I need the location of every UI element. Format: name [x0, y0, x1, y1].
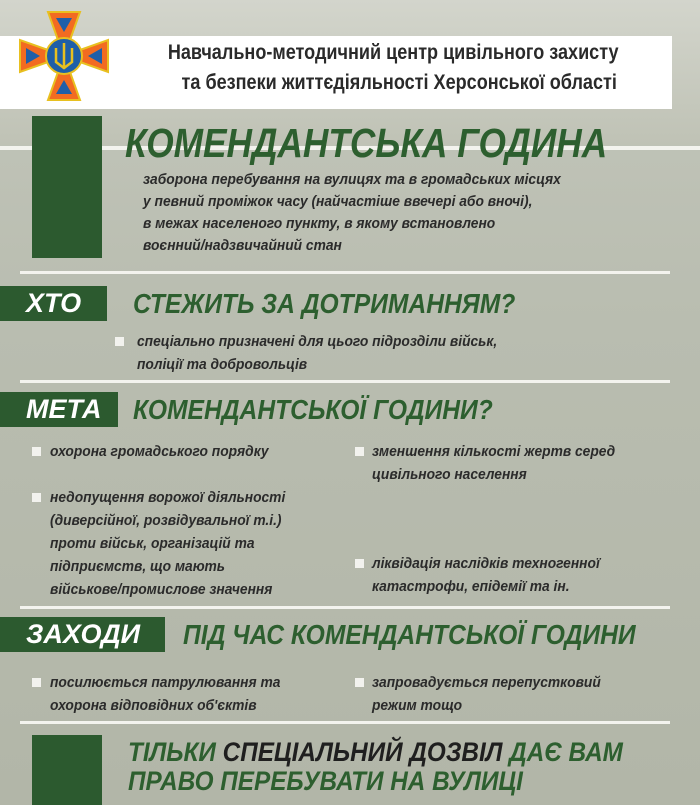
list-item-line: поліції та добровольців [137, 356, 308, 373]
list-item-line: ліквідація наслідків техногенної [372, 555, 600, 572]
final-line-1 [128, 738, 623, 767]
list-item [372, 552, 600, 598]
list-item [50, 671, 280, 717]
divider [20, 721, 670, 724]
list-item-line: (диверсійної, розвідувальної т.і.) [50, 512, 282, 529]
section-tag-who: ХТО [0, 286, 107, 321]
header-title [118, 38, 668, 98]
divider [20, 606, 670, 609]
final-text: ТІЛЬКИ [128, 737, 223, 767]
definition-line: у певний проміжок часу (найчастіше ввечері або вночі), [143, 193, 533, 210]
definition-text [143, 169, 561, 257]
list-item-line: посилюється патрулювання та [50, 674, 281, 691]
header-line-1: Навчально-методичний центр цивільного захисту [167, 41, 619, 64]
list-item-line: недопущення ворожої діяльності [50, 489, 286, 506]
section-tag-measures: ЗАХОДИ [0, 617, 165, 652]
accent-block [32, 735, 102, 805]
bullet-icon [355, 678, 364, 687]
final-message [128, 738, 623, 796]
final-highlight: СПЕЦІАЛЬНИЙ ДОЗВІЛ [222, 737, 503, 767]
definition-line: воєнний/надзвичайний стан [143, 237, 342, 254]
list-item-line: спеціально призначені для цього підрозділи військ, [137, 333, 498, 350]
list-item [50, 440, 269, 463]
list-item-line: режим тощо [372, 697, 463, 714]
bullet-icon [355, 447, 364, 456]
accent-block [32, 116, 102, 258]
list-item-line: катастрофи, епідемії та ін. [372, 578, 570, 595]
bullet-icon [115, 337, 124, 346]
list-item [137, 330, 497, 376]
dsns-emblem-icon [18, 10, 110, 102]
section-tag-goal: МЕТА [0, 392, 118, 427]
bullet-icon [32, 447, 41, 456]
bullet-icon [32, 493, 41, 502]
list-item-line: запровадується перепустковий [372, 674, 601, 691]
list-item-line: охорона громадського порядку [50, 443, 269, 460]
list-item [372, 671, 601, 717]
list-item-line: проти військ, організацій та [50, 535, 255, 552]
list-item-line: охорона відповідних об'єктів [50, 697, 257, 714]
list-item [372, 440, 615, 486]
bullet-icon [32, 678, 41, 687]
final-text: ДАЄ ВАМ [502, 737, 623, 767]
section-heading-who: СТЕЖИТЬ ЗА ДОТРИМАННЯМ? [133, 288, 516, 319]
list-item-line: зменшення кількості жертв серед [372, 443, 616, 460]
list-item-line: підприємств, що мають [50, 558, 225, 575]
list-item-line: військове/промислове значення [50, 581, 273, 598]
list-item-line: цивільного населення [372, 466, 527, 483]
divider [20, 380, 670, 383]
section-heading-measures: ПІД ЧАС КОМЕНДАНТСЬКОЇ ГОДИНИ [183, 619, 636, 650]
definition-line: заборона перебування на вулицях та в громадських місцях [143, 171, 561, 188]
list-item [50, 486, 285, 601]
header-line-2: та безпеки життєдіяльності Херсонської області [181, 71, 617, 94]
bullet-icon [355, 559, 364, 568]
definition-line: в межах населеного пункту, в якому встановлено [143, 215, 496, 232]
section-heading-goal: КОМЕНДАНТСЬКОЇ ГОДИНИ? [133, 394, 493, 425]
final-line-2: ПРАВО ПЕРЕБУВАТИ НА ВУЛИЦІ [128, 766, 523, 796]
page-title: КОМЕНДАНТСЬКА ГОДИНА [125, 120, 608, 166]
divider [20, 271, 670, 274]
